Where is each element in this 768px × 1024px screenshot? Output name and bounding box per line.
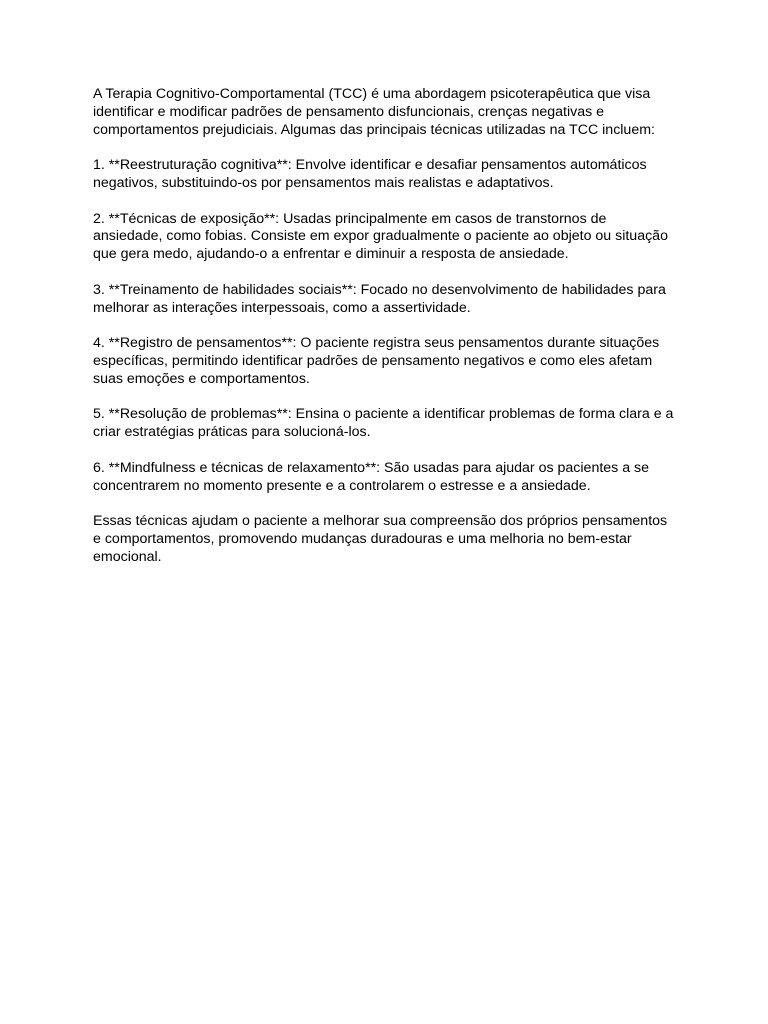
technique-item-4 [93,335,683,388]
technique-item-2 [93,211,683,264]
technique-item-6 [93,460,683,496]
text-line: 6. **Mindfulness e técnicas de relaxamento**: São usadas para ajudar os pacientes a se [93,459,650,476]
text-line: identificar e modificar padrões de pensamento disfuncionais, crenças negativas e [93,103,605,120]
text-line: ansiedade, como fobias. Consiste em expor gradualmente o paciente ao objeto ou situação [93,228,668,245]
text-line: 3. **Treinamento de habilidades sociais**: Focado no desenvolvimento de habilidades para [93,281,666,298]
technique-item-3 [93,282,683,318]
text-line: suas emoções e comportamentos. [93,370,310,387]
document-body [93,86,683,584]
text-line: criar estratégias práticas para solucioná-los. [93,424,371,441]
technique-item-5 [93,406,683,442]
text-line: concentrarem no momento presente e a controlarem o estresse e a ansiedade. [93,477,591,494]
text-line: Essas técnicas ajudam o paciente a melhorar sua compreensão dos próprios pensamentos [93,513,668,530]
text-line: negativos, substituindo-os por pensamentos mais realistas e adaptativos. [93,174,554,191]
intro-paragraph [93,86,683,139]
technique-item-1 [93,157,683,193]
text-line: específicas, permitindo identificar padrões de pensamento negativos e como eles afetam [93,352,653,369]
text-line: melhorar as interações interpessoais, como a assertividade. [93,299,471,316]
text-line: A Terapia Cognitivo-Comportamental (TCC) é uma abordagem psicoterapêutica que visa [93,86,651,102]
conclusion-paragraph [93,513,683,566]
text-line: 5. **Resolução de problemas**: Ensina o paciente a identificar problemas de forma clara e a [93,406,674,423]
text-line: que gera medo, ajudando-o a enfrentar e diminuir a resposta de ansiedade. [93,246,569,263]
text-line: 1. **Reestruturação cognitiva**: Envolve identificar e desafiar pensamentos automáticos [93,157,647,174]
text-line: emocional. [93,548,162,565]
text-line: 2. **Técnicas de exposição**: Usadas principalmente em casos de transtornos de [93,210,607,227]
text-line: e comportamentos, promovendo mudanças duradouras e uma melhoria no bem-estar [93,530,632,547]
text-line: 4. **Registro de pensamentos**: O paciente registra seus pensamentos durante situações [93,335,660,352]
text-line: comportamentos prejudiciais. Algumas das principais técnicas utilizadas na TCC incluem: [93,121,655,138]
